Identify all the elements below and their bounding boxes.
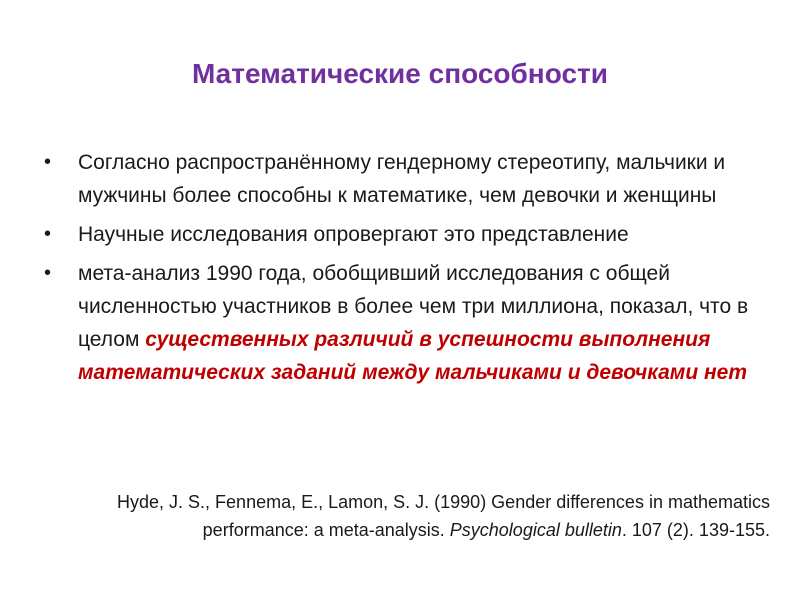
citation-line-2-end: . 107 (2). 139-155. — [621, 520, 770, 540]
bullet-icon: • — [44, 223, 52, 245]
bullet-item-stereotype — [42, 146, 777, 212]
bullet-icon: • — [44, 262, 52, 284]
citation — [40, 488, 770, 544]
bullet-highlight-text: существенных различий в успешности выполнения математических заданий между мальчиками и девочками нет — [78, 328, 748, 384]
bullet-item-research — [42, 218, 777, 251]
citation-line-2 — [40, 516, 770, 544]
bullet-text: Научные исследования опровергают это представление — [78, 223, 629, 246]
bullet-text: мета-анализ 1990 года, обобщивший исследования с общей численностью участников в более чем три миллиона, показал, что в целом — [78, 262, 749, 351]
citation-line-1: Hyde, J. S., Fennema, E., Lamon, S. J. (1990) Gender differences in mathematics — [117, 492, 770, 512]
citation-journal: Psychological bulletin — [449, 520, 622, 540]
bullet-text: Согласно распространённому гендерному стереотипу, мальчики и мужчины более способны к математике, чем девочки и женщины — [78, 151, 726, 207]
bullet-icon: • — [44, 151, 52, 173]
citation-line-2-start: performance: a meta-analysis. — [202, 520, 450, 540]
slide-title: Математические способности — [192, 58, 608, 89]
bullet-list — [42, 146, 777, 395]
bullet-item-meta-analysis — [42, 257, 777, 389]
